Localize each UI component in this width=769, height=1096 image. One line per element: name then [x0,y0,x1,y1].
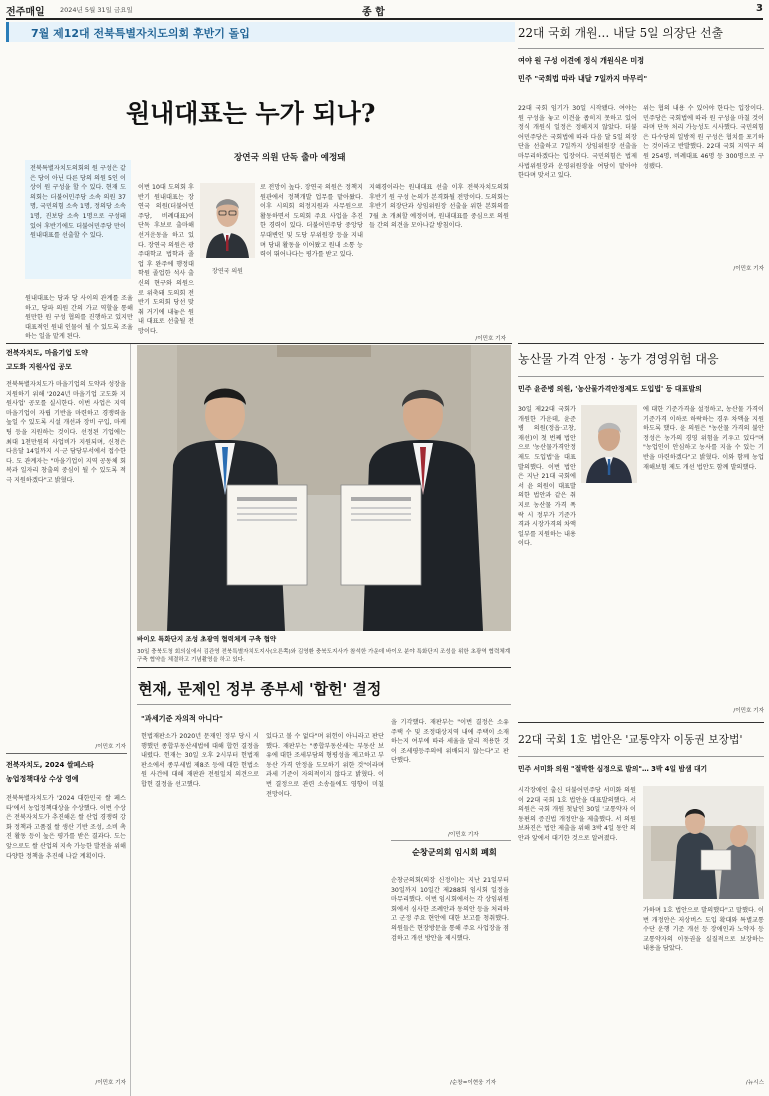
article-mobility-law [518,726,764,1092]
headline-rule [518,48,764,49]
article-col-a [138,183,194,338]
masthead [6,3,763,17]
tax-col-c-text: 을 기각했다. 재판부는 "이번 결정은 소유 주택 수 및 조정대상지역 내에 주택이 소재하는지 여부에 따라 세율을 달리 적용한 것이 조세평등주의에 위배되지 않는다"고 판단했다. [391,719,509,765]
subhead: 여야 원 구성 이견에 정식 개원식은 미정 [518,56,645,65]
col-a-text: 시각장애인 출신 더불어민주당 서미화 의원이 22대 국회 1호 법안을 대표발의했다. 서 의원은 국회 개원 첫날인 30일 '교통약자 이동편의 증진법 개정안'을 제출했다. 서 의원 보좌진은 법안 제출을 위해 3박 4일 동안 의안과 앞에서 대기한 것으로 알려졌다. [518,787,636,842]
col-a-text: 이번 10대 도의회 후반기 원내대표는 장연국 의원(더불어민주당, 비례대표)이 단독 후보로 출마해 선거운동을 하고 있다. 장연국 의원은 광주대학교 법학과 졸업 후 완주에 행정대학원 졸업한 석사 출신의 현구와 의원으로 위축돼 도의회 전반기 도의회 당선 맞춰 거기에 내놓은 원내 대표로 선출될 전망이다. [138,184,194,335]
rule-under-art2 [518,343,764,344]
article-col-b [643,405,764,705]
rule-over-sunchang [391,840,511,841]
tax-col-b [266,732,384,1088]
portrait-photo [581,405,637,483]
col-b-text: 위는 협의 내용 수 있어야 한다는 입장이다. 민주당은 국회법에 따라 원 구성을 마칠 것이라며 단독 처리 가능성도 시사했다. 국민의힘은 다수당의 일방적 원 구성은 협치를 포기하는 것이라고 반발했다. 22대 국회 지역구 의원 254명, 비례대표 46명 등 300명으로 구성됐다. [643,105,764,170]
col-a-text: 22대 국회 임기가 30일 시작됐다. 여야는 원 구성을 놓고 이견을 좁히지 못하고 있어 정식 개원식 일정은 정해지지 않았다. 더불어민주당은 국회법에 따라 다음 달 5일 의장단을 선출하고 7일까지 상임위원장 선출을 마무리하겠다는 입장이다. 국민의힘은 법제사법위원장과 운영위원장을 여당이 맡아야 한다며 맞서고 있다. [518,105,637,180]
rule-side [6,753,127,754]
headline: 전북자치도, 마을기업 도약 [6,349,88,357]
article-text [6,380,126,740]
paper-name: 전주매일 [6,7,45,18]
photo-caption-title: 바이오 특화단지 조성 초광역 협력체계 구축 협약 [137,635,277,643]
headline-sunchang: 순창군의회 임시회 폐회 [412,847,497,857]
byline: /이민호 기자 [95,1080,126,1086]
side1-text: 전북특별자치도가 마을기업의 도약과 성장을 지원하기 위해 '2024년 마을기업 고도화 지원사업' 공모를 실시한다. 이번 사업은 지역 마을기업이 자립 기반을 마련하고 경쟁력을 높일 수 있도록 시설 개선과 장비 구입, 마케팅 등을 지원하는 것이다. 선정된 기업에는 최대 1천만원의 사업비가 지원되며, 신청은 다음달 14일까지 시·군 담당부서에서 접수한다. 도 관계자는 "마을기업이 지역 공동체 회복과 일자리 창출의 중심이 될 수 있도록 적극 지원하겠다"고 밝혔다. [6,381,126,484]
side2-text: 전북특별자치도가 '2024 대한민국 쌀 페스타'에서 농업정책대상을 수상했다. 이번 수상은 전북자치도가 추진해온 쌀 산업 경쟁력 강화 정책과 고품질 쌀 생산 기반 조성, 소비 촉진 활동 등이 높은 평가를 받은 결과다. 도는 앞으로도 쌀 산업의 지속 가능한 발전을 위해 다양한 정책을 추진해 나갈 계획이다. [6,795,126,860]
issue-date: 2024년 5월 31일 금요일 [60,6,133,14]
sidebar-divider [130,344,131,1096]
article-col-a [518,104,637,334]
bill-submission-illustration [643,786,764,899]
headline: 농산물 가격 안정 · 농가 경영위험 대응 [518,352,719,366]
subhead: 민주 윤준병 의원, '농산물가격안정제도 도입법' 등 대표발의 [518,385,702,393]
rule-under-tax-headline [137,704,511,705]
headline-rule [518,376,764,377]
article-assembly-open [518,22,764,342]
subhead-2: 민주 "국회법 따라 내달 7일까지 마무리" [518,74,648,83]
article-col-b [260,183,363,338]
bill-submission-photo [643,786,764,899]
sunchang-body: 순창군의회(의장 신정이)는 지난 21일부터 30일까지 10일간 제288회 임시회 일정을 마무리했다. 이번 임시회에서는 각 상임위원회에서 심사한 조례안과 동의안 등을 처리하고 군정 주요 현안에 대한 보고를 청취했다. 의원들은 현장방문을 통해 주요 사업장을 점검하고 개선 방안을 제시했다. [391,877,509,942]
kicker-text: 7월 제12대 전북특별자치도의회 후반기 돌입 [31,27,250,40]
subhead: 농업정책대상 수상 영예 [6,775,79,783]
portrait-photo [200,183,255,258]
info-box-text: 전북특별자치도의회의 원 구성은 같은 당이 아닌 다른 당의 의원 5인 이상이 원 구성을 할 수 있다. 현재 도의회는 더불어민주당 소속 의원 37명, 국민의힘 소속 1명, 정의당 소속 1명, 진보당 소속 1명으로 구성돼 있어 후반기에도 더불어민주당 만이 원내대표를 선출할 수 있다. [30,165,126,240]
byline: /이민호 기자 [733,266,764,272]
col-d-text: 원내대표는 당과 당 사이의 관계를 조율하고, 당파 의원 간의 가교 역할을 통해 원만한 원 구성 협의를 진행하고 있지만 대표적인 원내 인물이 될 수 있도록 조율하는 일을 맡게 된다. [25,295,133,340]
article-col-a [518,405,576,705]
subhead: 장연국 의원 단독 출마 예정돼 [234,153,346,163]
portrait-illustration [581,405,637,483]
side-article-rice [6,760,126,1090]
sunchang-byline: /순창=이현웅 기자 [450,1080,497,1086]
headline: 22대 국회 1호 법안은 '교통약자 이동권 보장법' [518,733,743,746]
side-article-village [6,348,126,752]
col-b-text: 가하며 1호 법안으로 발의했다"고 말했다. 이번 개정안은 저상버스 도입 확대와 특별교통수단 운행 기준 개선 등 장애인과 노약자 등 교통약자의 이동권을 실질적으로 보장하는 내용을 담았다. [643,907,764,953]
col-c-text: 지혜경이라는 원내대표 선출 이후 전북자치도의회 후반기 원 구성 논의가 본격화될 전망이다. 도의회는 후반기 의장단과 상임위원장 선출을 위한 본회의를 7월 초 개최할 예정이며, 원내대표를 중심으로 의원들 간의 의견을 모아나갈 방침이다. [369,184,509,230]
col-a-text: 30일 제22대 국회가 개원한 가운데, 윤준병 의원(정읍·고창, 재선)이 첫 번째 법안으로 '농산물가격안정제도 도입법'을 대표발의했다. 이번 법안은 지난 21대 국회에서 윤 의원이 대표발의한 법안과 같은 취지로 농산물 가격 폭락 시 정부가 기준가격과 시장가격의 차액 일부를 지원하는 내용이다. [518,406,576,548]
tax-col-b-text: 있다고 볼 수 없다"며 위헌이 아니라고 판단했다. 재판부는 "종합부동산세는 부동산 보유에 대한 조세부담의 형평성을 제고하고 부동산 가격 안정을 도모하기 위한 것"이라며 과세 기준이 자의적이지 않다고 밝혔다. 이번 결정으로 관련 소송들에도 영향이 미칠 전망이다. [266,733,384,798]
rule-under-photo [137,667,511,668]
byline: /이민호 기자 [733,708,764,714]
subhead: 고도화 지원사업 공모 [6,363,72,371]
subhead-tax: "과세기준 자의적 아니다" [141,714,223,723]
section-name: 종 합 [362,7,385,18]
signing-ceremony-illustration [137,345,511,631]
article-farm-price [518,348,764,718]
subhead: 민주 서미화 의원 "절박한 심정으로 발의"… 3박 4일 밤샘 대기 [518,765,708,773]
portrait-illustration [200,183,255,258]
info-box [25,160,131,279]
page-number: 3 [756,3,763,14]
headline-rule [518,756,764,757]
headline: 22대 국회 개원… 내달 5일 의장단 선출 [518,26,723,40]
tax-byline: /이민호 기자 [448,832,479,838]
article-col-b [643,906,764,1076]
tax-col-c [391,718,509,818]
headline-tax: 현재, 문제인 정부 종부세 '합헌' 결정 [138,680,382,698]
photo-caption-body: 30일 충북도청 회의실에서 김관영 전북특별자치도지사(오른쪽)와 김영환 충북도지사가 참석한 가운데 바이오 분야 특화단지 조성을 위한 초광역 협력체계 구축 협약을 체결하고 기념촬영을 하고 있다. [137,649,511,663]
headline: 원내대표는 누가 되나? [126,99,376,128]
article-col-a [518,786,636,1086]
col-b-text: 로 전망이 높다. 장연국 의원은 정책지원관에서 정책개발 업무를 맡아왔다. 이후 시의회 의정지원과 사무원으로 활동하면서 도의회 주요 사업을 추진한 경력이 있다. 더불어민주당 중앙당 부대변인 및 도당 부위원장 등을 지내며 당내 활동을 이어왔고 원내 소통 능력이 뛰어나다는 평가를 받고 있다. [260,184,363,259]
tax-col-a [141,732,259,1088]
portrait-caption: 장연국 의원 [212,268,243,275]
rule-under-art1 [6,343,512,344]
article-col-d [25,294,133,340]
sunchang-text [391,876,509,1076]
article-text [6,794,126,1084]
article-col-b [643,104,764,334]
rule-under-art3 [518,722,764,723]
byline: /이민호 기자 [475,336,506,342]
kicker-box [6,22,515,42]
headline: 전북자치도, 2024 쌀페스타 [6,761,94,769]
signing-ceremony-photo [137,345,511,631]
col-b-text: 에 대한 기준가격을 설정하고, 농산물 가격이 기준가격 이하로 하락하는 경우 차액을 지원하도록 했다. 윤 의원은 "농산물 가격의 불안정성은 농가의 경영 위험을 키우고 있다"며 "농업인이 안심하고 농사를 지을 수 있는 기반을 마련하겠다"고 밝혔다. 이와 함께 농업재해보험 제도 개선 법안도 함께 발의했다. [643,406,764,471]
byline: /이민호 기자 [95,744,126,750]
article-council-leader [6,22,512,342]
masthead-rule [6,18,763,20]
byline: /뉴시스 [745,1080,764,1086]
article-col-c [369,183,509,338]
tax-col-a-text: 헌법재판소가 2020년 문재인 정부 당시 시행했던 종합부동산세법에 대해 합헌 결정을 내렸다. 헌재는 30일 오후 2시부터 헌법재판소에서 종부세법 제8조 등에 대한 헌법소원 사건에 대해 재판관 전원일치 의견으로 합헌 결정을 선고했다. [141,733,259,788]
